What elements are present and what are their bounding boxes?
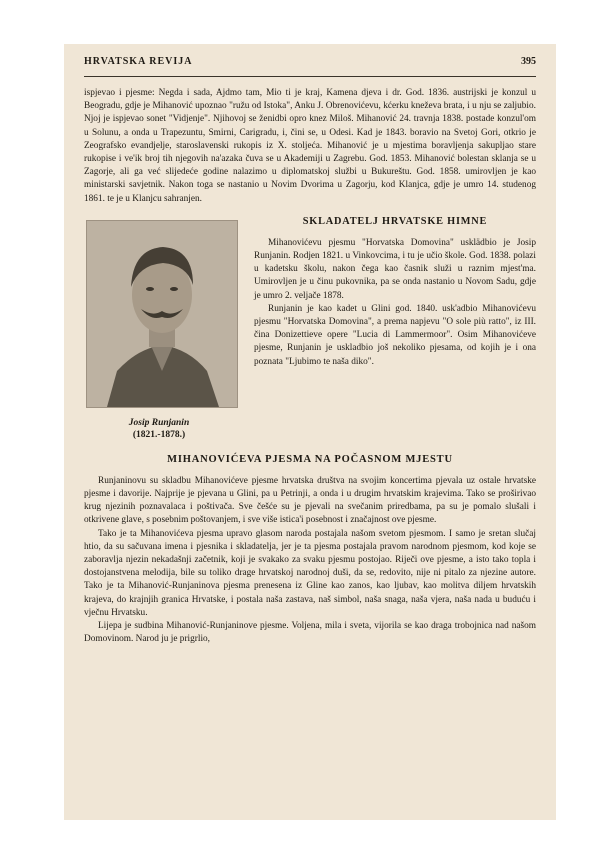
portrait-caption-name: Josip Runjanin — [128, 417, 190, 428]
section-title-composer: SKLADATELJ HRVATSKE HIMNE — [302, 215, 488, 227]
journal-title: HRVATSKA REVIJA — [84, 56, 193, 67]
page-number: 395 — [521, 56, 536, 67]
honor-paragraph-1: Runjaninovu su skladbu Mihanovićeve pjesme hrvatska društva na svojim koncertima pjevala uz ostale hrvatske pjesme i davorije. Najprije je pjevana u Glini, pa u Petrinji, a onda i u drugim hrvatskim krajevima. Tako se proširivao krug njezinih poznavalaca i poštivača. Sve češće su je pjevali na svečanim priredbama, pa su je pomalo slušali i otkrivene glave, s posebnim poštovanjem, i sve više istica'i posebnost i značajnost ove pjesme. — [84, 475, 536, 526]
intro-paragraph: ispjevao i pjesme: Negda i sada, Ajdmo tam, Mio ti je kraj, Kamena djeva i dr. God. 1836. austrijski je konzul u Beogradu, gdje je Mihanović upoznao "ružu od Istoka", Anku J. Obrenovićevu, kćerku kneževa brata, i u nju se zaljubio. Njoj je ispjevao sonet "Vidjenje". Njihovoj se ženidbi opro knez Miloš. Mihanović 24. travnja 1838. postade konzul'om u Solunu, a onda u Trapezuntu, Smirni, Carigradu, i, čini se, u Odesi. Kad je 1843. boravio na Svetoj Gori, otkrio je Zeografsko evandjelje, staroslavenski rukopis iz X. stoljeća. Mihanović je u mjestima boravljenja sakupljao stare rukopise i ve'ik broj tih njegovih na'azaka čuva se u Akademiji u Zagrebu. God. 1853. Mihanović bolestan sklanja se u Zagorje, ali ga već slijedeće godine nalazimo u diplomatskoj službi u Bukureštu. God. 1858. umirovljen je kao ministarski savjetnik. Nakon toga se nastanio u Novim Dvorima u Zagorju, kod Klanjca, gdje je umro 14. studenog 1861. te je u Klanjcu sahranjen. — [84, 88, 536, 204]
honor-paragraph-3: Lijepa je sudbina Mihanović-Runjaninove pjesme. Voljena, mila i sveta, vijorila se kao draga trobojnica nad našom Domovinom. Narod ju je prigrlio, — [84, 621, 536, 645]
composer-section — [84, 214, 536, 440]
composer-paragraph-1: Mihanovićevu pjesmu "Horvatska Domovina" usklädbio je Josip Runjanin. Rodjen 1821. u Vinkovcima, i tu je učio škole. God. 1838. polazi u kadetsku školu, nakon čega kao časnik služi u raznim mjest'ma. Umirovljen je u činu pukovnika, pa se onda nastanio u Novom Sadu, gdje je umro 2. veljače 1878. — [254, 237, 536, 301]
portrait-column — [84, 214, 244, 440]
book-page — [64, 44, 556, 820]
honor-paragraph-2: Tako je ta Mihanovićeva pjesma upravo glasom naroda postajala našom svetom pjesmom. I samo je sretan slučaj htio, da su sačuvana imena i pjesnika i skladatelja, jer je ta pjesma postajala pravom narodnom pjesmom, kod koje se zaboravlja njezin nekadašnji začetnik, koji je svakako za svaku pjesmu postojao. Riječi ove pjesme, a isto tako topla i dostojanstvena melodija, bile su toliko drage hrvatskoj narodnoj duši, da se, redovito, nije ni pitalo za njezine autore. Tako je ta Mihanović-Runjaninova pjesma prenesena iz Gline kao zanos, kao ljubav, kao molitva diljem hrvatskih krajeva, do krajnjih granica Hrvatske, i postala naša zastava, naš simbol, naša snaga, naša vjera, naša nada u buduću i vječnu Hrvatsku. — [84, 528, 536, 618]
composer-paragraph-2: Runjanin je kao kadet u Glini god. 1840. usk'adbio Mihanovićevu pjesmu "Horvatska Domovina", a prema napjevu "O sole più ratto", iz III. čina Donizettieve opere "Lucia di Lammermoor". Osim Mihanovićeve pjesme, Runjanin je uskladbio još nekoliko pjesama, od kojih je i ona poznata "Ljubimo te naša diko". — [254, 303, 536, 367]
section-title-honor: MIHANOVIĆEVA PJESMA NA POČASNOM MJESTU — [167, 453, 453, 465]
header-rule — [84, 76, 536, 77]
running-header — [84, 56, 536, 70]
composer-text-column — [244, 214, 536, 440]
portrait-photo — [86, 220, 238, 408]
portrait-caption-years: (1821.-1878.) — [132, 429, 186, 440]
